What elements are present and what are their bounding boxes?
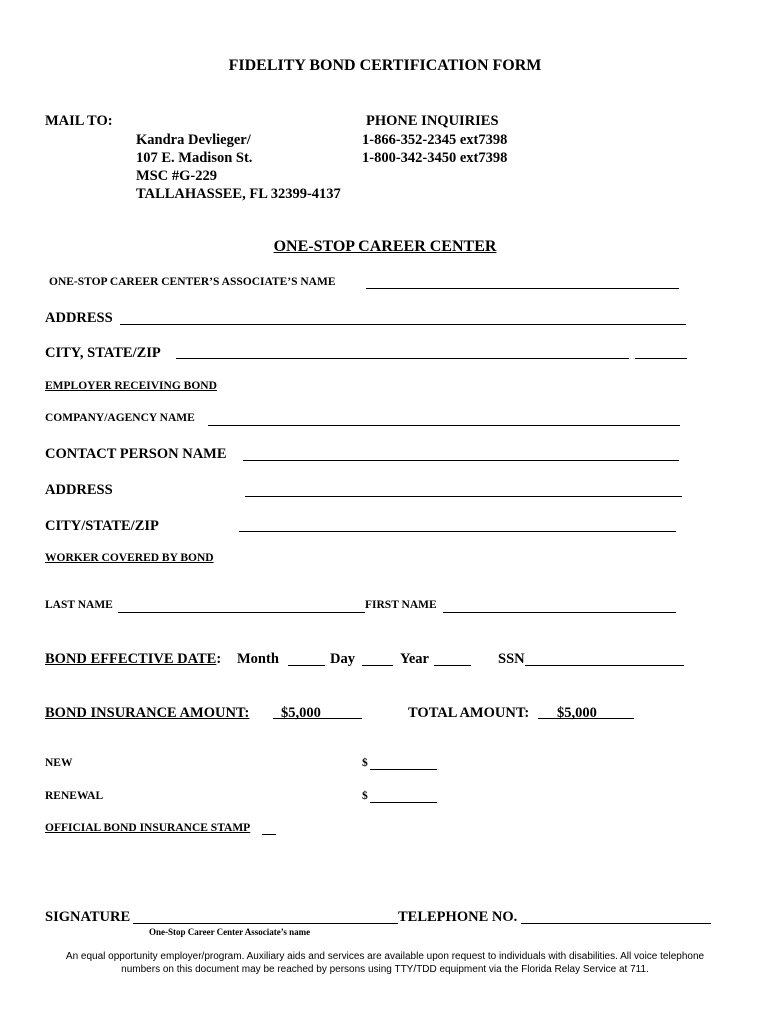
mail-to-label: MAIL TO: bbox=[45, 113, 113, 129]
form-title: FIDELITY BOND CERTIFICATION FORM bbox=[228, 57, 542, 74]
mail-to-line: 107 E. Madison St. bbox=[136, 150, 253, 166]
employer-city-field[interactable] bbox=[239, 531, 676, 532]
associate-name-label: ONE-STOP CAREER CENTER’S ASSOCIATE’S NAME bbox=[49, 276, 336, 288]
month-label: Month bbox=[237, 651, 279, 667]
first-name-field[interactable] bbox=[443, 612, 676, 613]
contact-person-field[interactable] bbox=[243, 460, 679, 461]
zip-field[interactable] bbox=[635, 358, 687, 359]
total-amount-value: $5,000 bbox=[557, 705, 597, 721]
effective-date-text: BOND EFFECTIVE DATE bbox=[45, 651, 217, 667]
company-name-label: COMPANY/AGENCY NAME bbox=[45, 412, 195, 424]
first-name-label: FIRST NAME bbox=[365, 599, 437, 611]
renewal-label: RENEWAL bbox=[45, 790, 104, 802]
effective-date-label bbox=[45, 651, 221, 668]
address-field[interactable] bbox=[120, 324, 686, 325]
day-field[interactable] bbox=[362, 665, 393, 666]
signature-field[interactable] bbox=[133, 923, 398, 924]
telephone-field[interactable] bbox=[521, 923, 711, 924]
mail-to-address bbox=[136, 131, 341, 203]
address-label: ADDRESS bbox=[45, 310, 113, 326]
renewal-dollar: $ bbox=[362, 790, 368, 802]
total-amount-label: TOTAL AMOUNT: bbox=[408, 705, 530, 721]
phone-line: 1-866-352-2345 ext7398 bbox=[362, 132, 508, 148]
insurance-amount-value: $5,000 bbox=[281, 705, 321, 721]
telephone-label: TELEPHONE NO. bbox=[398, 909, 518, 925]
associate-name-field[interactable] bbox=[366, 288, 679, 289]
footer-disclaimer: An equal opportunity employer/program. Auxiliary aids and services are available upon request to individuals with disabilities. All voice telephone numbers on this document may be reached by persons using TTY/TDD equipment via the Florida Relay Service at 711. bbox=[65, 951, 705, 975]
year-field[interactable] bbox=[434, 665, 471, 666]
year-label: Year bbox=[400, 651, 429, 667]
contact-person-label: CONTACT PERSON NAME bbox=[45, 446, 227, 462]
employer-heading: EMPLOYER RECEIVING BOND bbox=[45, 380, 217, 392]
mail-to-line: MSC #G-229 bbox=[136, 168, 217, 184]
mail-to-line: Kandra Devlieger/ bbox=[136, 132, 251, 148]
city-state-zip-label: CITY, STATE/ZIP bbox=[45, 345, 161, 361]
stamp-underline-tail bbox=[262, 834, 276, 835]
phone-line: 1-800-342-3450 ext7398 bbox=[362, 150, 508, 166]
ssn-label: SSN bbox=[498, 651, 525, 667]
insurance-amount-label: BOND INSURANCE AMOUNT: bbox=[45, 705, 250, 721]
new-dollar: $ bbox=[362, 757, 368, 769]
last-name-field[interactable] bbox=[118, 612, 365, 613]
company-name-field[interactable] bbox=[208, 425, 680, 426]
signature-label: SIGNATURE bbox=[45, 909, 131, 925]
employer-city-label: CITY/STATE/ZIP bbox=[45, 518, 159, 534]
last-name-label: LAST NAME bbox=[45, 599, 113, 611]
section-title: ONE-STOP CAREER CENTER bbox=[273, 238, 497, 255]
stamp-label: OFFICIAL BOND INSURANCE STAMP bbox=[45, 822, 251, 834]
month-field[interactable] bbox=[288, 665, 325, 666]
employer-address-field[interactable] bbox=[245, 496, 682, 497]
ssn-field[interactable] bbox=[525, 665, 684, 666]
effective-date-colon: : bbox=[216, 651, 222, 667]
employer-address-label: ADDRESS bbox=[45, 482, 113, 498]
mail-to-line: TALLAHASSEE, FL 32399-4137 bbox=[136, 186, 341, 202]
worker-heading: WORKER COVERED BY BOND bbox=[45, 552, 214, 564]
city-state-field[interactable] bbox=[176, 358, 629, 359]
day-label: Day bbox=[330, 651, 355, 667]
phone-inquiries-label: PHONE INQUIRIES bbox=[366, 113, 499, 129]
new-label: NEW bbox=[45, 757, 73, 769]
new-amount-field[interactable] bbox=[370, 769, 437, 770]
renewal-amount-field[interactable] bbox=[370, 802, 437, 803]
signature-caption: One-Stop Career Center Associate’s name bbox=[149, 927, 311, 937]
phone-numbers bbox=[362, 131, 507, 167]
